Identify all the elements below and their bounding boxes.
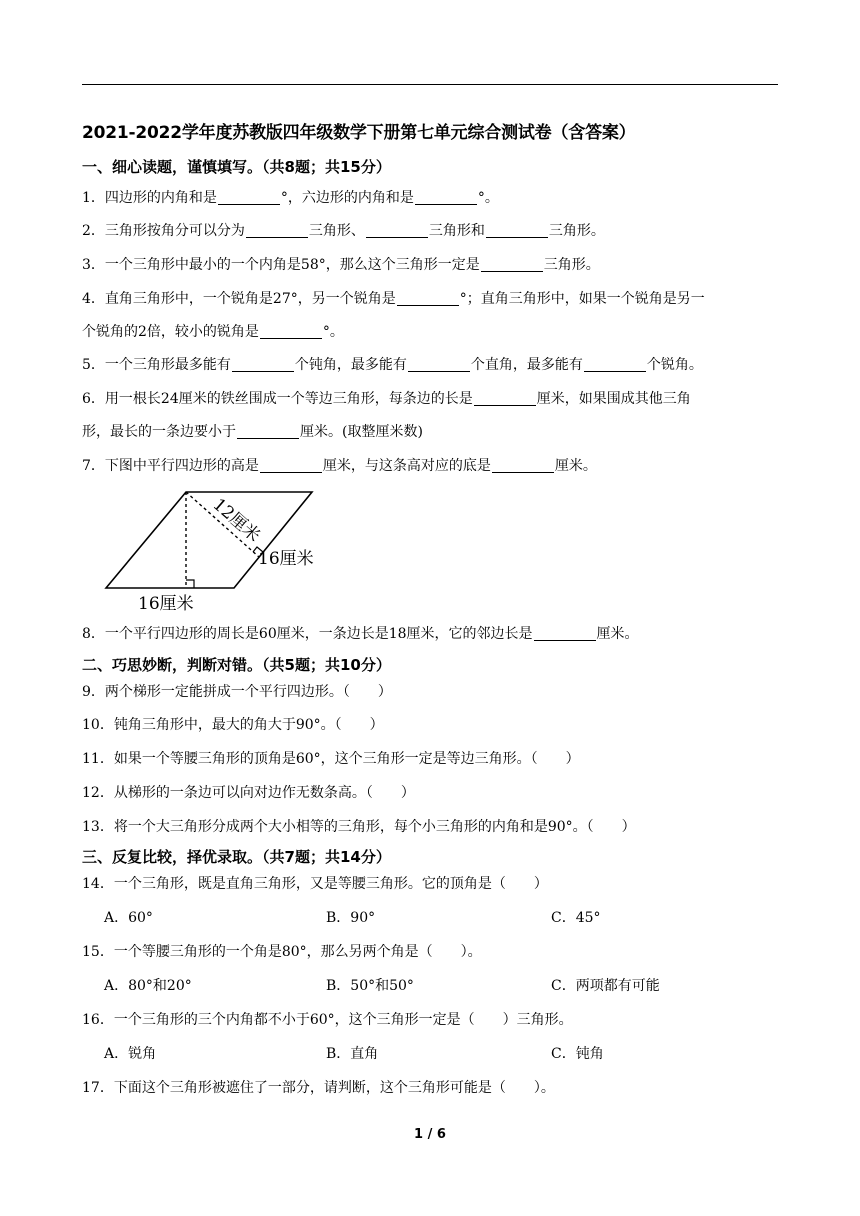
question-9: 9．两个梯形一定能拼成一个平行四边形。（ ） — [82, 684, 392, 700]
question-6-line-2: 形，最长的一条边要小于 厘米。(取整厘米数) — [82, 424, 423, 440]
question-11: 11．如果一个等腰三角形的顶角是60°，这个三角形一定是等边三角形。（ ） — [82, 751, 580, 767]
side-label: 16厘米 — [258, 549, 314, 569]
answer-blank[interactable] — [486, 223, 548, 238]
answer-blank[interactable] — [474, 391, 536, 406]
question-2: 2．三角形按角分可以分为 三角形、 三角形和 三角形。 — [82, 223, 605, 239]
answer-blank[interactable] — [481, 257, 543, 272]
option-b[interactable]: B．直角 — [326, 1046, 379, 1062]
question-1: 1．四边形的内角和是 °，六边形的内角和是 °。 — [82, 190, 499, 206]
answer-blank[interactable] — [246, 223, 308, 238]
parallelogram-figure — [98, 484, 338, 616]
section-heading-3: 三、反复比较，择优录取。（共7题；共14分） — [82, 848, 391, 866]
question-5: 5．一个三角形最多能有 个钝角，最多能有 个直角，最多能有 个锐角。 — [82, 357, 703, 373]
option-a[interactable]: A．60° — [104, 910, 153, 926]
option-a[interactable]: A．锐角 — [104, 1046, 157, 1062]
question-8: 8．一个平行四边形的周长是60厘米，一条边长是18厘米，它的邻边长是 厘米。 — [82, 626, 639, 642]
answer-blank[interactable] — [237, 424, 299, 439]
answer-blank[interactable] — [260, 324, 322, 339]
answer-blank[interactable] — [366, 223, 428, 238]
question-4-line-2: 个锐角的2倍，较小的锐角是 °。 — [82, 324, 344, 340]
option-c[interactable]: C．45° — [551, 910, 601, 926]
question-6-line-1: 6．用一根长24厘米的铁丝围成一个等边三角形，每条边的长是 厘米，如果围成其他三角 — [82, 391, 691, 407]
question-3: 3．一个三角形中最小的一个内角是58°，那么这个三角形一定是 三角形。 — [82, 257, 600, 273]
question-15: 15．一个等腰三角形的一个角是80°，那么另两个角是（ ）。 — [82, 944, 482, 960]
page-title: 2021-2022学年度苏教版四年级数学下册第七单元综合测试卷（含答案） — [82, 123, 636, 143]
answer-blank[interactable] — [260, 458, 322, 473]
question-7: 7．下图中平行四边形的高是 厘米，与这条高对应的底是 厘米。 — [82, 458, 597, 474]
page-number: 1 / 6 — [414, 1127, 446, 1142]
option-c[interactable]: C．钝角 — [551, 1046, 604, 1062]
option-b[interactable]: B．90° — [326, 910, 376, 926]
right-angle-mark — [186, 580, 194, 588]
base-label: 16厘米 — [138, 594, 194, 614]
answer-blank[interactable] — [218, 190, 280, 205]
question-16: 16．一个三角形的三个内角都不小于60°，这个三角形一定是（ ）三角形。 — [82, 1012, 573, 1028]
question-4-line-1: 4．直角三角形中，一个锐角是27°，另一个锐角是 °；直角三角形中，如果一个锐角是另一 — [82, 291, 705, 307]
question-10: 10．钝角三角形中，最大的角大于90°。（ ） — [82, 717, 384, 733]
answer-blank[interactable] — [408, 357, 470, 372]
question-14: 14．一个三角形，既是直角三角形，又是等腰三角形。它的顶角是（ ） — [82, 876, 548, 892]
option-c[interactable]: C．两项都有可能 — [551, 978, 660, 994]
height-label: 12厘米 — [208, 494, 264, 547]
section-heading-2: 二、巧思妙断，判断对错。（共5题；共10分） — [82, 656, 391, 674]
option-a[interactable]: A．80°和20° — [104, 978, 192, 994]
answer-blank[interactable] — [584, 357, 646, 372]
answer-blank[interactable] — [232, 357, 294, 372]
section-heading-1: 一、细心读题，谨慎填写。（共8题；共15分） — [82, 158, 391, 176]
answer-blank[interactable] — [492, 458, 554, 473]
question-13: 13．将一个大三角形分成两个大小相等的三角形，每个小三角形的内角和是90°。（ ） — [82, 819, 636, 835]
question-12: 12．从梯形的一条边可以向对边作无数条高。（ ） — [82, 785, 415, 801]
answer-blank[interactable] — [415, 190, 477, 205]
option-b[interactable]: B．50°和50° — [326, 978, 414, 994]
answer-blank[interactable] — [397, 291, 459, 306]
answer-blank[interactable] — [534, 626, 596, 641]
parallelogram-shape — [106, 492, 312, 588]
header-rule — [82, 84, 778, 85]
question-17: 17．下面这个三角形被遮住了一部分，请判断，这个三角形可能是（ ）。 — [82, 1080, 555, 1096]
